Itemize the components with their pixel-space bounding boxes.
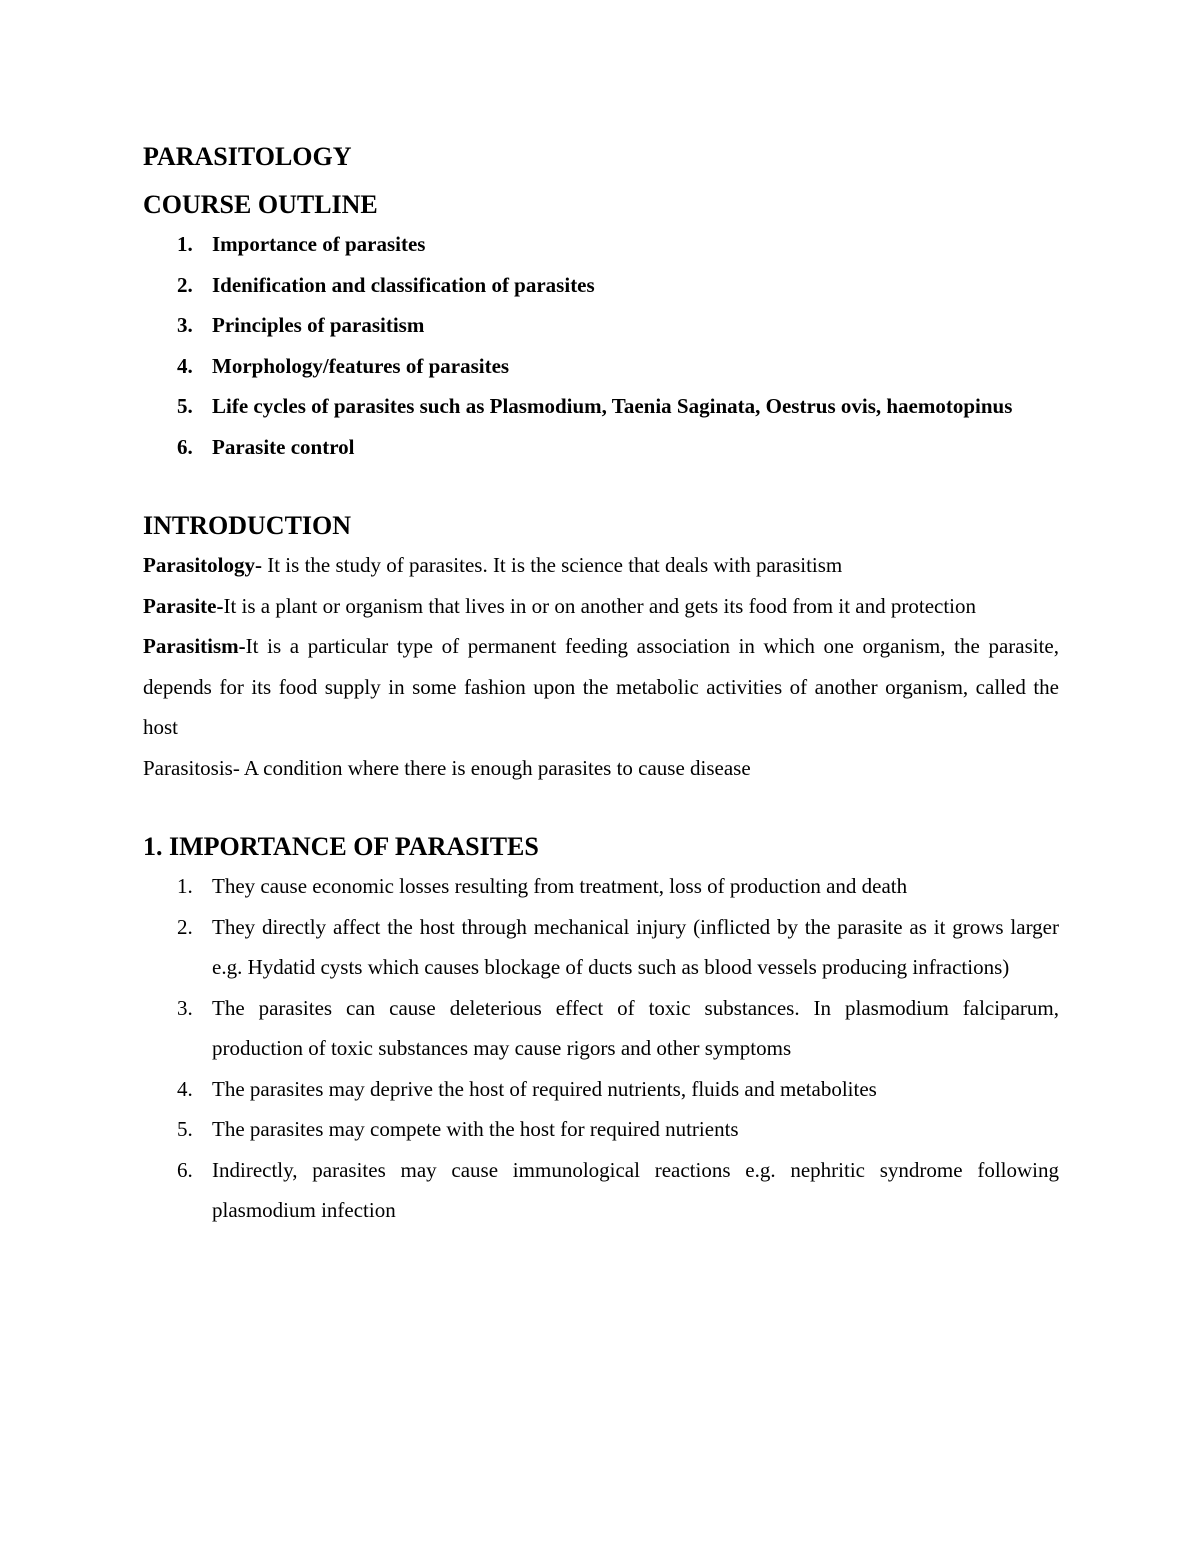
list-item-text: Parasite control xyxy=(212,434,355,459)
list-item-text: Importance of parasites xyxy=(212,232,426,256)
list-item xyxy=(143,866,1059,907)
course-outline-heading: COURSE OUTLINE xyxy=(143,190,378,219)
definition-term: Parasitology- xyxy=(143,553,262,577)
list-number: 5. xyxy=(177,394,193,418)
list-number: 6. xyxy=(177,1157,193,1182)
list-item xyxy=(143,1069,1059,1110)
list-item-text: They cause economic losses resulting from treatment, loss of production and death xyxy=(212,874,908,898)
list-number: 6. xyxy=(177,434,193,459)
list-number: 1. xyxy=(177,232,193,256)
list-item xyxy=(143,386,1059,427)
list-item-text: Life cycles of parasites such as Plasmodium, Taenia Saginata, Oestrus ovis, haemotopinus xyxy=(212,394,1013,418)
list-number: 4. xyxy=(177,353,193,378)
list-number: 3. xyxy=(177,313,193,337)
list-item-text: Principles of parasitism xyxy=(212,313,425,337)
definition-text: It is a plant or organism that lives in or on another and gets its food from it and protection xyxy=(223,593,977,618)
list-item xyxy=(143,907,1059,988)
list-item-text: Morphology/features of parasites xyxy=(212,353,510,378)
list-item xyxy=(143,427,1059,468)
list-item xyxy=(143,265,1059,306)
definition-parasitism xyxy=(143,626,1059,748)
definition-parasitosis: Parasitosis- A condition where there is enough parasites to cause disease xyxy=(143,755,751,780)
list-item-text: They directly affect the host through mechanical injury (inflicted by the parasite as it grows larger e.g. Hydatid cysts which causes blockage of ducts such as blood vessels producing infractions) xyxy=(212,914,1059,979)
introduction-heading: INTRODUCTION xyxy=(143,511,352,540)
importance-heading: 1. IMPORTANCE OF PARASITES xyxy=(143,832,539,861)
definition-parasite xyxy=(143,586,1059,627)
list-item xyxy=(143,346,1059,387)
list-number: 1. xyxy=(177,874,193,898)
list-item xyxy=(143,988,1059,1069)
definition-text: It is the study of parasites. It is the science that deals with parasitism xyxy=(261,553,843,577)
list-item-text: The parasites may deprive the host of required nutrients, fluids and metabolites xyxy=(212,1076,877,1101)
list-item xyxy=(143,224,1059,265)
list-number: 4. xyxy=(177,1076,193,1101)
importance-list xyxy=(143,866,1059,1231)
list-number: 5. xyxy=(177,1117,193,1141)
list-number: 2. xyxy=(177,914,193,939)
list-number: 3. xyxy=(177,995,193,1020)
list-item-text: The parasites can cause deleterious effect of toxic substances. In plasmodium falciparum, production of toxic substances may cause rigors and other symptoms xyxy=(212,995,1059,1060)
definition-term: Parasitism- xyxy=(143,634,246,658)
list-item-text: Idenification and classification of parasites xyxy=(212,272,595,297)
list-item-text: Indirectly, parasites may cause immunological reactions e.g. nephritic syndrome following plasmodium infection xyxy=(212,1157,1059,1222)
list-item-text: The parasites may compete with the host for required nutrients xyxy=(212,1117,739,1141)
definition-term: Parasite- xyxy=(143,593,224,618)
course-outline-list xyxy=(143,224,1059,467)
document-content xyxy=(143,138,1059,1231)
list-item xyxy=(143,1109,1059,1150)
definition-text: It is a particular type of permanent feeding association in which one organism, the parasite, depends for its food supply in some fashion upon the metabolic activities of another organism, called the host xyxy=(143,634,1059,739)
definition-parasitology xyxy=(143,545,1059,586)
document-title: PARASITOLOGY xyxy=(143,142,352,171)
list-number: 2. xyxy=(177,272,193,297)
list-item xyxy=(143,305,1059,346)
list-item xyxy=(143,1150,1059,1231)
